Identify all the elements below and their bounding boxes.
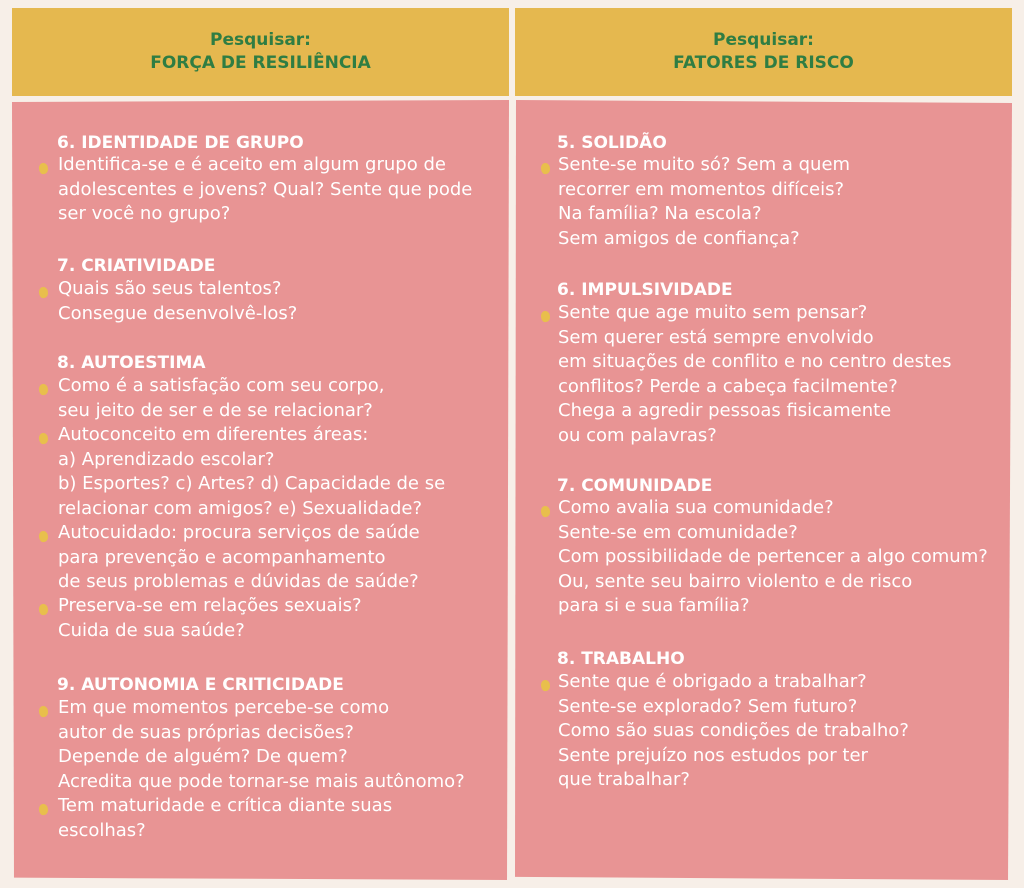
bullet-text: Sente prejuízo nos estudos por ter <box>558 744 868 766</box>
bullet-text: relacionar com amigos? e) Sexualidade? <box>58 497 423 519</box>
bullet-text: que trabalhar? <box>558 769 690 790</box>
bullet-text: ser você no grupo? <box>58 203 231 224</box>
bullet-text: adolescentes e jovens? Qual? Sente que pode <box>58 178 473 200</box>
bullet-text: Sente-se muito só? Sem a quem <box>558 154 851 175</box>
bullet-text: Sente que age muito sem pensar? <box>558 302 868 323</box>
header-title: FATORES DE RISCO <box>673 53 854 73</box>
bullet-text: Identifica-se e é aceito em algum grupo de <box>58 154 446 175</box>
resilience-header <box>12 8 509 96</box>
section-title: 6. IMPULSIVIDADE <box>557 280 733 300</box>
bullet-text: Cuida de sua saúde? <box>58 619 245 641</box>
section-title: 8. AUTOESTIMA <box>57 353 206 373</box>
bullet-text: Ou, sente seu bairro violento e de risco <box>558 570 913 592</box>
bullet-text: Autoconceito em diferentes áreas: <box>58 424 369 445</box>
section-title: 7. COMUNIDADE <box>557 476 713 496</box>
header-label: Pesquisar: <box>713 30 814 50</box>
bullet-text: Com possibilidade de pertencer a algo comum? <box>558 546 988 567</box>
bullet-text: para prevenção e acompanhamento <box>58 546 386 568</box>
bullet-text: Sente que é obrigado a trabalhar? <box>558 671 867 692</box>
header-title: FORÇA DE RESILIÊNCIA <box>150 53 371 73</box>
bullet-text: Como é a satisfação com seu corpo, <box>58 375 385 396</box>
bullet-text: recorrer em momentos difíceis? <box>558 178 845 200</box>
bullet-text: a) Aprendizado escolar? <box>58 448 275 470</box>
bullet-text: Como são suas condições de trabalho? <box>558 720 909 741</box>
bullet-text: Preserva-se em relações sexuais? <box>58 595 362 616</box>
bullet-text: seu jeito de ser e de se relacionar? <box>58 399 373 421</box>
section-title: 6. IDENTIDADE DE GRUPO <box>57 133 304 153</box>
bullet-text: Em que momentos percebe-se como <box>58 697 390 718</box>
bullet-text: ou com palavras? <box>558 424 717 446</box>
bullet-text: Na família? Na escola? <box>558 203 762 224</box>
bullet-text: b) Esportes? c) Artes? d) Capacidade de se <box>58 473 446 494</box>
bullet-text: Sem querer está sempre envolvido <box>558 326 874 348</box>
bullet-text: Tem maturidade e crítica diante suas <box>58 795 393 816</box>
section-title: 5. SOLIDÃO <box>557 133 667 153</box>
bullet-text: Sente-se explorado? Sem futuro? <box>558 695 858 717</box>
section-title: 8. TRABALHO <box>557 649 685 669</box>
bullet-text: Chega a agredir pessoas fisicamente <box>558 400 892 421</box>
bullet-text: de seus problemas e dúvidas de saúde? <box>58 571 419 592</box>
bullet-text: em situações de conflito e no centro destes <box>558 351 952 372</box>
bullet-text: para si e sua família? <box>558 595 750 616</box>
bullet-text: Acredita que pode tornar-se mais autônomo? <box>58 770 465 792</box>
bullet-text: Quais são seus talentos? <box>58 278 282 299</box>
section-title: 9. AUTONOMIA E CRITICIDADE <box>57 675 344 695</box>
bullet-text: escolhas? <box>58 819 146 841</box>
bullet-text: Autocuidado: procura serviços de saúde <box>58 522 420 543</box>
bullet-text: Consegue desenvolvê-los? <box>58 302 298 324</box>
bullet-text: conflitos? Perde a cabeça facilmente? <box>558 375 898 397</box>
section-title: 7. CRIATIVIDADE <box>57 256 216 276</box>
bullet-text: Sente-se em comunidade? <box>558 521 798 543</box>
risk-header <box>515 8 1012 96</box>
bullet-text: Sem amigos de confiança? <box>558 227 800 249</box>
bullet-text: Como avalia sua comunidade? <box>558 497 834 518</box>
bullet-text: Depende de alguém? De quem? <box>58 746 348 767</box>
bullet-text: autor de suas próprias decisões? <box>58 721 354 743</box>
header-label: Pesquisar: <box>210 30 311 50</box>
